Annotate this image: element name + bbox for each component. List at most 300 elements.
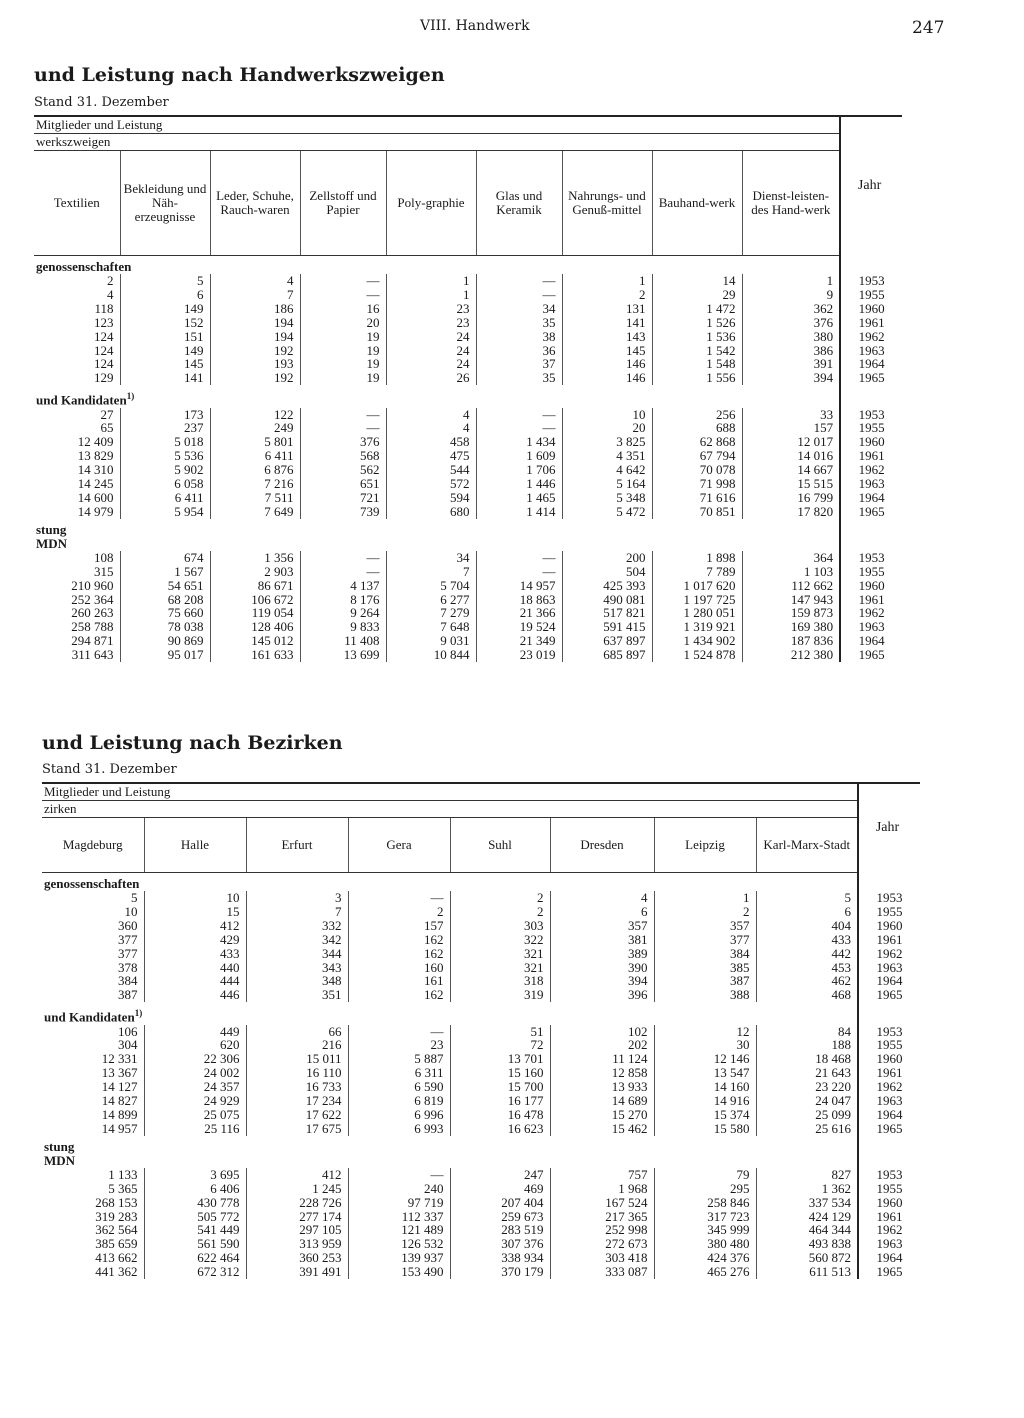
table-cell: 295 xyxy=(654,1182,756,1196)
year-cell: 1963 xyxy=(840,344,902,358)
band-row xyxy=(34,116,902,134)
table-cell: 260 263 xyxy=(71,605,114,621)
table-cell: 9 xyxy=(742,288,840,302)
table-cell: 458 xyxy=(386,435,476,449)
table-cell: 14 916 xyxy=(654,1094,756,1108)
table-cell: 12 017 xyxy=(742,435,840,449)
table-cell: 149 xyxy=(120,344,210,358)
table-cell: 21 349 xyxy=(476,634,562,648)
group-row xyxy=(42,1002,920,1024)
table-cell: 311 643 xyxy=(71,647,114,663)
table-cell: 272 673 xyxy=(550,1237,654,1251)
table-cell: 6 590 xyxy=(348,1080,450,1094)
table-cell: 237 xyxy=(120,421,210,435)
year-cell: 1963 xyxy=(858,1237,920,1251)
table-cell: 141 xyxy=(120,371,210,385)
table-cell: — xyxy=(348,1025,450,1039)
table-cell: 6 876 xyxy=(210,463,300,477)
table-cell: 1 280 051 xyxy=(652,606,742,620)
table-row xyxy=(34,435,902,449)
footnote-marker: 1) xyxy=(126,391,135,402)
table-cell: 404 xyxy=(756,919,858,933)
table-cell: 1 197 725 xyxy=(652,593,742,607)
table-cell: 15 700 xyxy=(450,1080,550,1094)
table-cell: 27 xyxy=(100,406,114,422)
table-cell: 3 825 xyxy=(562,435,652,449)
table-cell: 29 xyxy=(652,288,742,302)
table-cell: 247 xyxy=(450,1168,550,1182)
table-cell: 364 xyxy=(742,551,840,565)
table-cell: 9 264 xyxy=(300,606,386,620)
column-header-row xyxy=(42,818,920,873)
table-cell: 71 998 xyxy=(652,477,742,491)
table-cell: 394 xyxy=(550,974,654,988)
table-cell: 17 234 xyxy=(246,1094,348,1108)
table-row xyxy=(42,891,920,905)
year-cell: 1960 xyxy=(858,1196,920,1210)
table-cell: 5 954 xyxy=(120,505,210,519)
table-cell: 15 515 xyxy=(742,477,840,491)
section-subtitle: Stand 31. Dezember xyxy=(42,762,177,777)
table-cell: 442 xyxy=(756,947,858,961)
table-cell: 19 xyxy=(300,330,386,344)
table-cell: 5 xyxy=(756,891,858,905)
table-cell: 721 xyxy=(300,491,386,505)
table-cell: 17 675 xyxy=(246,1122,348,1136)
table-cell: 674 xyxy=(120,551,210,565)
table-cell: 128 406 xyxy=(210,620,300,634)
table-cell: 1 xyxy=(386,288,476,302)
table-cell: 433 xyxy=(756,933,858,947)
table-cell: 14 689 xyxy=(550,1094,654,1108)
table-cell: 51 xyxy=(450,1025,550,1039)
table-row xyxy=(34,620,902,634)
table-cell: 685 897 xyxy=(562,648,652,662)
table-cell: — xyxy=(348,1168,450,1182)
table-cell: 14 160 xyxy=(654,1080,756,1094)
table-cell: 202 xyxy=(550,1038,654,1052)
table-cell: 24 047 xyxy=(756,1094,858,1108)
table-cell: 67 794 xyxy=(652,449,742,463)
table-cell: 6 411 xyxy=(120,491,210,505)
table-cell: 14 957 xyxy=(476,579,562,593)
table-cell: 20 xyxy=(300,316,386,330)
table-cell: 1 414 xyxy=(476,505,562,519)
year-cell: 1965 xyxy=(858,1122,920,1136)
table-cell: 493 838 xyxy=(756,1237,858,1251)
table-cell: 146 xyxy=(562,357,652,371)
table-row xyxy=(34,565,902,579)
table-cell: 303 xyxy=(450,919,550,933)
table-cell: 217 365 xyxy=(550,1210,654,1224)
table-cell: 424 129 xyxy=(756,1210,858,1224)
table-cell: 412 xyxy=(144,919,246,933)
table-row xyxy=(34,551,902,565)
table-cell: 14 899 xyxy=(101,1107,138,1123)
table-row xyxy=(42,1168,920,1182)
table-cell: 2 xyxy=(562,288,652,302)
table-cell: 351 xyxy=(246,988,348,1002)
table-cell: 490 081 xyxy=(562,593,652,607)
table-cell: 14 667 xyxy=(742,463,840,477)
table-cell: 389 xyxy=(550,947,654,961)
table-cell: 21 643 xyxy=(756,1066,858,1080)
table-cell: 15 374 xyxy=(654,1108,756,1122)
table-cell: 376 xyxy=(300,435,386,449)
table-cell: 122 xyxy=(210,408,300,422)
table-cell: 13 701 xyxy=(450,1052,550,1066)
year-cell: 1962 xyxy=(858,1223,920,1237)
table-row xyxy=(34,357,902,371)
table-cell: 468 xyxy=(756,988,858,1002)
table-cell: 7 649 xyxy=(210,505,300,519)
table-cell: 65 xyxy=(100,420,114,436)
table-cell: 469 xyxy=(450,1182,550,1196)
table-cell: 151 xyxy=(120,330,210,344)
table-cell: 173 xyxy=(120,408,210,422)
table-cell: 307 376 xyxy=(450,1237,550,1251)
table-cell: 259 673 xyxy=(450,1210,550,1224)
band-label: zirken xyxy=(44,801,77,816)
table-cell: — xyxy=(300,274,386,288)
table-cell: 200 xyxy=(562,551,652,565)
table-row xyxy=(42,974,920,988)
table-cell: 2 xyxy=(654,905,756,919)
table-cell: 24 xyxy=(386,330,476,344)
table-cell: 14 016 xyxy=(742,449,840,463)
table-cell: 70 078 xyxy=(652,463,742,477)
table-row xyxy=(42,947,920,961)
table-cell: 161 633 xyxy=(210,648,300,662)
table-cell: 377 xyxy=(118,945,138,961)
table-cell: 6 996 xyxy=(348,1108,450,1122)
table-cell: 54 651 xyxy=(120,579,210,593)
table-cell: 5 887 xyxy=(348,1052,450,1066)
table-cell: 319 xyxy=(450,988,550,1002)
table-cell: 680 xyxy=(386,505,476,519)
table-cell: 167 524 xyxy=(550,1196,654,1210)
table-cell: 23 220 xyxy=(756,1080,858,1094)
year-cell: 1963 xyxy=(840,620,902,634)
table-cell: 7 648 xyxy=(386,620,476,634)
table-cell: 187 836 xyxy=(742,634,840,648)
table-cell: 26 xyxy=(386,371,476,385)
column-header: Zellstoff und Papier xyxy=(300,151,386,256)
table-cell: 739 xyxy=(300,505,386,519)
table-cell: 441 362 xyxy=(95,1264,138,1280)
table-cell: 16 478 xyxy=(450,1108,550,1122)
table-cell: 258 846 xyxy=(654,1196,756,1210)
table-cell: 16 799 xyxy=(742,491,840,505)
table-cell: 19 xyxy=(300,344,386,358)
year-cell-spacer xyxy=(840,519,902,551)
table-row xyxy=(42,1066,920,1080)
table-cell: 572 xyxy=(386,477,476,491)
table-cell: 139 937 xyxy=(348,1251,450,1265)
table-cell: 611 513 xyxy=(756,1265,858,1279)
table-cell: 412 xyxy=(246,1168,348,1182)
year-cell: 1964 xyxy=(858,1251,920,1265)
table-cell: 153 490 xyxy=(348,1265,450,1279)
table-cell: 13 547 xyxy=(654,1066,756,1080)
table-cell: 343 xyxy=(246,961,348,975)
table-row xyxy=(42,1122,920,1136)
table-cell: 424 376 xyxy=(654,1251,756,1265)
table-cell: 7 279 xyxy=(386,606,476,620)
group-unit: MDN xyxy=(44,1152,76,1168)
table-cell: 1 548 xyxy=(652,357,742,371)
column-header: Dresden xyxy=(550,818,654,873)
table-row xyxy=(42,988,920,1002)
table-cell: 256 xyxy=(652,408,742,422)
table-cell: 1 245 xyxy=(246,1182,348,1196)
table-cell: 9 833 xyxy=(300,620,386,634)
table-row xyxy=(42,1210,920,1224)
table-cell: 112 662 xyxy=(742,579,840,593)
table-cell: 333 087 xyxy=(550,1265,654,1279)
table-cell: 5 902 xyxy=(120,463,210,477)
table-cell: 429 xyxy=(144,933,246,947)
table-row xyxy=(42,919,920,933)
table-cell: — xyxy=(476,421,562,435)
column-header: Leder, Schuhe, Rauch-waren xyxy=(210,151,300,256)
table-cell: 10 xyxy=(562,408,652,422)
group-label-text: stung xyxy=(36,521,67,537)
table-cell: 15 160 xyxy=(450,1066,550,1080)
group-label-text: und Kandidaten xyxy=(36,392,127,408)
table-cell: 12 146 xyxy=(654,1052,756,1066)
table-cell: 1 465 xyxy=(476,491,562,505)
year-cell: 1965 xyxy=(858,988,920,1002)
table-cell: 388 xyxy=(654,988,756,1002)
group-label-text: stung xyxy=(44,1138,75,1154)
table-row xyxy=(42,1237,920,1251)
table-row xyxy=(42,1223,920,1237)
table-cell: 360 253 xyxy=(246,1251,348,1265)
table-cell: 5 472 xyxy=(562,505,652,519)
table-cell: 159 873 xyxy=(742,606,840,620)
table-cell: 15 580 xyxy=(654,1122,756,1136)
table-row xyxy=(42,905,920,919)
column-header: Magdeburg xyxy=(42,818,144,873)
table-cell: 112 337 xyxy=(348,1210,450,1224)
year-cell: 1955 xyxy=(858,905,920,919)
year-cell: 1961 xyxy=(840,449,902,463)
table-cell: 19 xyxy=(300,371,386,385)
table-row xyxy=(42,1080,920,1094)
column-header: Bauhand-werk xyxy=(652,151,742,256)
table-cell: 560 872 xyxy=(756,1251,858,1265)
column-header: Gera xyxy=(348,818,450,873)
table-row xyxy=(34,579,902,593)
table-cell: 297 105 xyxy=(246,1223,348,1237)
table-cell: 4 xyxy=(107,286,114,302)
table-row xyxy=(42,1182,920,1196)
table-cell: 23 xyxy=(386,316,476,330)
table-cell: 504 xyxy=(562,565,652,579)
table-cell: 1 542 xyxy=(652,344,742,358)
table-cell: 620 xyxy=(144,1038,246,1052)
table-cell: 36 xyxy=(476,344,562,358)
table-cell: 118 xyxy=(94,300,114,316)
table-cell: 10 xyxy=(144,891,246,905)
table-cell: 594 xyxy=(386,491,476,505)
year-cell: 1955 xyxy=(858,1038,920,1052)
band-label: werkszweigen xyxy=(36,134,111,149)
table-cell: 12 409 xyxy=(77,434,114,450)
year-cell: 1960 xyxy=(840,579,902,593)
table-cell: 391 491 xyxy=(246,1265,348,1279)
band-row xyxy=(42,801,920,818)
table-cell: 338 934 xyxy=(450,1251,550,1265)
year-cell: 1965 xyxy=(840,648,902,662)
group-label-text: genossenschaften xyxy=(44,876,140,891)
table-cell: 465 276 xyxy=(654,1265,756,1279)
table-cell: 24 357 xyxy=(144,1080,246,1094)
table-cell: 17 820 xyxy=(742,505,840,519)
table-row xyxy=(34,606,902,620)
table-cell: 387 xyxy=(118,987,138,1003)
column-header: Glas und Keramik xyxy=(476,151,562,256)
year-cell: 1953 xyxy=(858,1025,920,1039)
table-cell: 106 672 xyxy=(210,593,300,607)
table-cell: 71 616 xyxy=(652,491,742,505)
table-cell: 562 xyxy=(300,463,386,477)
group-row xyxy=(34,385,902,407)
year-cell: 1953 xyxy=(840,274,902,288)
table-cell: 126 532 xyxy=(348,1237,450,1251)
table-cell: 5 164 xyxy=(562,477,652,491)
table-cell: 688 xyxy=(652,421,742,435)
table-cell: 304 xyxy=(118,1037,138,1053)
table-cell: 1 103 xyxy=(742,565,840,579)
table-cell: 321 xyxy=(450,947,550,961)
group-unit: MDN xyxy=(36,535,68,551)
year-cell: 1960 xyxy=(858,919,920,933)
table-cell: 1 434 902 xyxy=(652,634,742,648)
table-cell: 141 xyxy=(562,316,652,330)
table-cell: 119 054 xyxy=(210,606,300,620)
table-cell: 319 283 xyxy=(95,1208,138,1224)
table-cell: 24 002 xyxy=(144,1066,246,1080)
table-cell: 318 xyxy=(450,974,550,988)
table-cell: 252 364 xyxy=(71,591,114,607)
table-cell: 124 xyxy=(94,342,114,358)
year-header: Jahr xyxy=(840,116,902,256)
table-cell: 3 695 xyxy=(144,1168,246,1182)
table-cell: 13 829 xyxy=(77,448,114,464)
year-cell-spacer xyxy=(858,873,920,892)
year-cell: 1964 xyxy=(858,974,920,988)
table-cell: 207 404 xyxy=(450,1196,550,1210)
table-cell: — xyxy=(476,565,562,579)
table-cell: 385 xyxy=(654,961,756,975)
table-cell: 6 xyxy=(120,288,210,302)
table-cell: 160 xyxy=(348,961,450,975)
table-cell: 102 xyxy=(550,1025,654,1039)
band-label: Mitglieder und Leistung xyxy=(42,783,858,801)
table-cell: 357 xyxy=(550,919,654,933)
table-cell: 462 xyxy=(756,974,858,988)
group-label xyxy=(42,873,858,892)
table-cell: 362 xyxy=(742,302,840,316)
table-row xyxy=(42,1265,920,1279)
table-cell: 145 xyxy=(120,357,210,371)
table-row xyxy=(42,1094,920,1108)
table-cell: 380 xyxy=(742,330,840,344)
running-title: VIII. Handwerk xyxy=(420,18,530,34)
table-cell: 384 xyxy=(118,973,138,989)
table-cell: 413 662 xyxy=(95,1250,138,1266)
table-cell: 4 xyxy=(210,274,300,288)
table-cell: 23 019 xyxy=(476,648,562,662)
page-number: 247 xyxy=(912,18,945,38)
table-cell: 5 801 xyxy=(210,435,300,449)
table-cell: 9 031 xyxy=(386,634,476,648)
group-label xyxy=(34,385,840,407)
group-label-text: genossenschaften xyxy=(36,259,132,274)
year-cell: 1964 xyxy=(858,1108,920,1122)
table-cell: 169 380 xyxy=(742,620,840,634)
table-cell: 194 xyxy=(210,316,300,330)
table-row xyxy=(42,1025,920,1039)
table-cell: 152 xyxy=(120,316,210,330)
year-cell: 1963 xyxy=(858,1094,920,1108)
table-cell: 5 348 xyxy=(562,491,652,505)
table-cell: 380 480 xyxy=(654,1237,756,1251)
table-cell: 23 xyxy=(386,302,476,316)
table-cell: 444 xyxy=(144,974,246,988)
table-cell: 12 xyxy=(654,1025,756,1039)
table-cell: 453 xyxy=(756,961,858,975)
table-cell: — xyxy=(476,408,562,422)
band-label: Mitglieder und Leistung xyxy=(34,116,840,134)
table-cell: 6 058 xyxy=(120,477,210,491)
year-cell: 1961 xyxy=(858,1066,920,1080)
table-cell: 6 xyxy=(756,905,858,919)
table-cell: 345 999 xyxy=(654,1223,756,1237)
table-cell: 4 137 xyxy=(300,579,386,593)
table-cell: 362 564 xyxy=(95,1222,138,1238)
table-cell: 90 869 xyxy=(120,634,210,648)
table-cell: 6 819 xyxy=(348,1094,450,1108)
table-cell: 23 xyxy=(348,1038,450,1052)
table-cell: 1 xyxy=(742,274,840,288)
table-cell: 5 018 xyxy=(120,435,210,449)
table-cell: 2 xyxy=(348,905,450,919)
year-cell: 1962 xyxy=(858,947,920,961)
table-cell: 1 898 xyxy=(652,551,742,565)
table-cell: 216 xyxy=(246,1038,348,1052)
table-cell: 6 xyxy=(550,905,654,919)
table-cell: 7 xyxy=(210,288,300,302)
table-cell: 544 xyxy=(386,463,476,477)
table-cell: 5 365 xyxy=(108,1180,138,1196)
table-cell: — xyxy=(476,551,562,565)
table-cell: 7 xyxy=(386,565,476,579)
table-cell: 1 524 878 xyxy=(652,648,742,662)
table-cell: 35 xyxy=(476,316,562,330)
column-header: Textilien xyxy=(34,151,120,256)
group-row xyxy=(42,1136,920,1168)
table-cell: 5 xyxy=(131,890,138,905)
table-cell: 390 xyxy=(550,961,654,975)
table-row xyxy=(34,408,902,422)
table-cell: 332 xyxy=(246,919,348,933)
table-cell: 249 xyxy=(210,421,300,435)
table-cell: 6 277 xyxy=(386,593,476,607)
table-cell: 131 xyxy=(562,302,652,316)
